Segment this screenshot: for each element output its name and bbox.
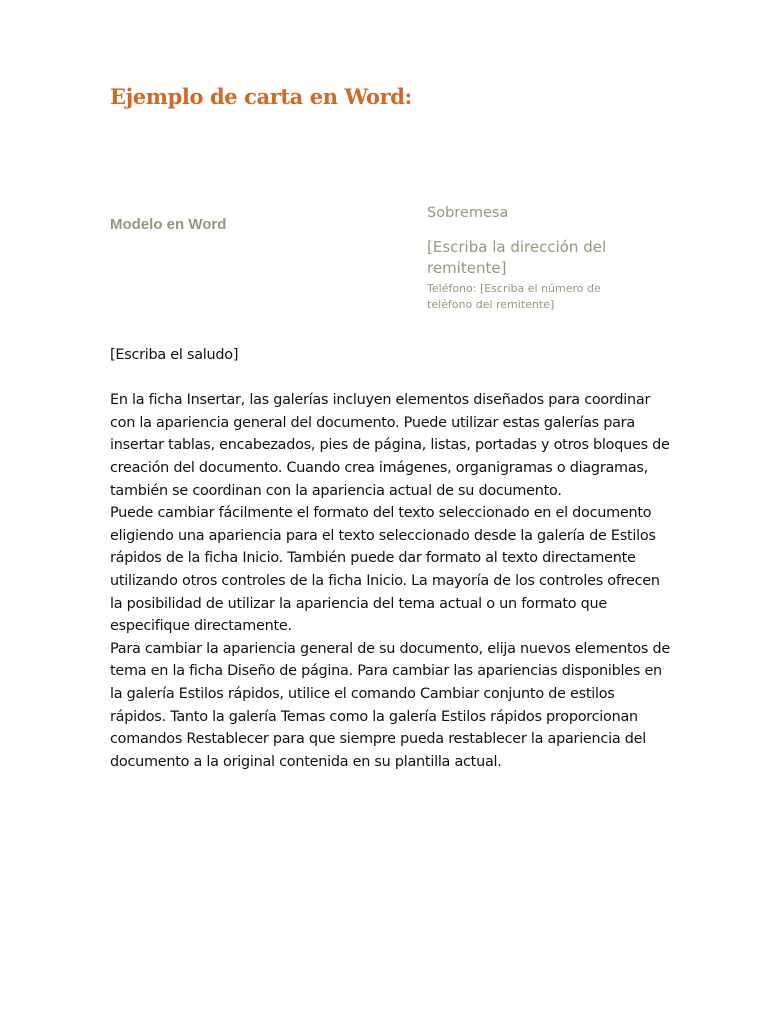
letter-body: [110, 344, 670, 773]
company-name: Modelo en Word: [110, 216, 227, 233]
sender-address: [Escriba la dirección del remitente]: [427, 238, 607, 277]
body-paragraph: Puede cambiar fácilmente el formato del texto seleccionado en el documento eligiendo una apariencia para el texto seleccionado desde la galería de Estilos rápidos de la ficha Inicio. También puede dar formato al texto directamente utilizando otros controles de la ficha Inicio. La mayoría de los controles ofrecen la posibilidad de utilizar la apariencia del tema actual o un formato que especifique directamente.: [110, 505, 660, 635]
sender-name: Sobremesa: [427, 205, 509, 221]
salutation: [Escriba el saludo]: [110, 347, 239, 363]
sender-block: [427, 203, 647, 313]
document-title: Ejemplo de carta en Word:: [110, 84, 412, 109]
body-paragraph: En la ficha Insertar, las galerías incluyen elementos diseñados para coordinar con la apariencia general del documento. Puede utilizar estas galerías para insertar tablas, encabezados, pies de página, listas, portadas y otros bloques de creación del documento. Cuando crea imágenes, organigramas o diagramas, también se coordinan con la apariencia actual de su documento.: [110, 392, 670, 499]
body-paragraph: Para cambiar la apariencia general de su documento, elija nuevos elementos de tema en la ficha Diseño de página. Para cambiar las apariencias disponibles en la galería Estilos rápidos, utilice el comando Cambiar conjunto de estilos rápidos. Tanto la galería Temas como la galería Estilos rápidos proporcionan comandos Restablecer para que siempre pueda restablecer la apariencia del documento a la original contenida en su plantilla actual.: [110, 640, 670, 770]
sender-phone: Teléfono: [Escriba el número de teléfono del remitente]: [427, 282, 601, 311]
